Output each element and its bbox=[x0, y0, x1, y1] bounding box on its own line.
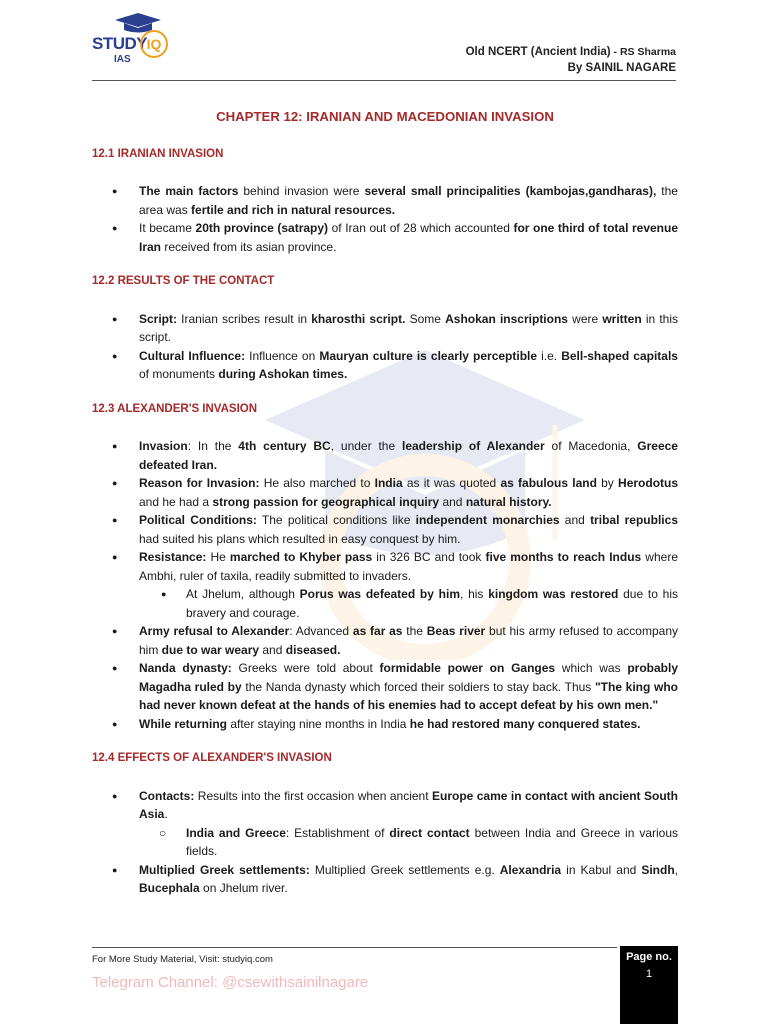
text-run: Greece defeated Iran. bbox=[139, 439, 678, 472]
sections-container bbox=[92, 145, 678, 898]
text-run: Reason for Invasion: bbox=[139, 476, 260, 490]
text-run: Influence on bbox=[245, 348, 320, 363]
text-run: by bbox=[596, 476, 619, 490]
text-run: Porus was defeated by him bbox=[299, 587, 461, 601]
text-run: several small principalities (kambojas,gandharas), bbox=[364, 184, 657, 198]
text-run: on Jhelum river. bbox=[199, 881, 288, 895]
bullet-list bbox=[92, 787, 678, 898]
logo-ias-text: IAS bbox=[114, 54, 131, 65]
list-item bbox=[92, 347, 678, 384]
text-run: leadership of Alexander bbox=[402, 439, 545, 453]
text-run: , bbox=[674, 862, 678, 877]
text-run: fertile and rich in natural resources. bbox=[191, 202, 396, 217]
text-run: : Advanced bbox=[289, 624, 353, 638]
section-heading: 12.4 EFFECTS OF ALEXANDER'S INVASION bbox=[92, 752, 332, 764]
text-run: direct contact bbox=[389, 825, 470, 840]
text-run: He bbox=[206, 550, 230, 564]
text-run: , under the bbox=[330, 439, 402, 453]
text-run: in this script. bbox=[139, 311, 679, 344]
text-run: strong passion for geographical inquiry bbox=[212, 494, 440, 509]
text-run: Beas river bbox=[426, 624, 486, 638]
text-run: but his army refused to accompany him bbox=[139, 624, 678, 657]
text-run: had suited his plans which resulted in easy conquest by him. bbox=[139, 531, 461, 546]
text-run: the area was bbox=[139, 184, 678, 217]
text-run: of Iran out of 28 which accounted bbox=[328, 221, 514, 235]
text-run: The main factors bbox=[139, 184, 239, 198]
text-run: Ashokan inscriptions bbox=[445, 311, 568, 326]
text-run: "The king who had never known defeat at the hands of his enemies had to accept defeat by his own men." bbox=[139, 679, 678, 712]
header-author: By SAINIL NAGARE bbox=[567, 62, 676, 74]
page-label: Page no. bbox=[626, 951, 672, 963]
text-run: Cultural Influence: bbox=[139, 348, 246, 363]
text-run: kharosthi script. bbox=[311, 311, 406, 326]
list-item bbox=[92, 622, 678, 659]
text-run: the Nanda dynasty which forced their soldiers to stay back. Thus bbox=[241, 679, 595, 694]
section-heading: 12.1 IRANIAN INVASION bbox=[92, 147, 224, 160]
text-run: Bell-shaped capitals bbox=[561, 348, 678, 363]
text-run: Alexandria bbox=[499, 862, 562, 877]
text-run: as fabulous land bbox=[500, 476, 597, 490]
text-run: Invasion bbox=[139, 439, 188, 453]
page-number: 1 bbox=[645, 968, 653, 980]
text-run: five months to reach Indus bbox=[485, 550, 642, 564]
sub-list bbox=[139, 824, 678, 861]
text-run: marched to Khyber pass bbox=[229, 550, 373, 564]
text-run: , his bbox=[460, 587, 489, 601]
text-run: as it was quoted bbox=[402, 476, 501, 490]
text-run: Europe came in contact with ancient South Asia bbox=[139, 788, 678, 821]
list-item bbox=[92, 437, 678, 474]
list-item bbox=[92, 715, 678, 734]
text-run: . bbox=[164, 807, 168, 821]
text-run: written bbox=[602, 311, 642, 326]
text-run: after staying nine months in India bbox=[227, 716, 410, 731]
text-run: India bbox=[374, 476, 403, 490]
footer-study-material: For More Study Material, Visit: studyiq.com bbox=[92, 954, 273, 965]
footer-divider bbox=[92, 947, 617, 948]
bullet-list bbox=[92, 182, 678, 256]
page-number-box bbox=[620, 946, 678, 1024]
text-run: 20th province (satrapy) bbox=[195, 221, 329, 235]
text-run: during Ashokan times. bbox=[218, 367, 348, 381]
footer-telegram: Telegram Channel: @csewithsainilnagare bbox=[92, 974, 369, 991]
text-run: Multiplied Greek settlements: bbox=[139, 862, 310, 877]
text-run: behind invasion were bbox=[238, 184, 365, 198]
list-item bbox=[92, 511, 678, 548]
text-run: natural history. bbox=[465, 494, 552, 509]
header-info bbox=[466, 44, 676, 76]
text-run: diseased. bbox=[285, 642, 341, 657]
text-run: and bbox=[439, 494, 466, 509]
page-content bbox=[92, 108, 678, 898]
list-item bbox=[92, 219, 678, 256]
text-run: of monuments bbox=[139, 367, 219, 381]
bullet-list bbox=[92, 310, 678, 384]
text-run: Multiplied Greek settlements e.g. bbox=[309, 862, 500, 877]
text-run: Iranian scribes result in bbox=[177, 311, 312, 326]
sub-list bbox=[139, 585, 678, 622]
text-run: At Jhelum, although bbox=[186, 587, 300, 601]
text-run: Results into the first occasion when ancient bbox=[194, 788, 432, 803]
list-item bbox=[92, 474, 678, 511]
list-item bbox=[92, 787, 678, 861]
text-run: where Ambhi, ruler of taxila, readily submitted to invaders. bbox=[139, 550, 678, 583]
text-run: Sindh bbox=[641, 862, 675, 877]
text-run: Contacts: bbox=[139, 788, 195, 803]
text-run: Herodotus bbox=[618, 476, 679, 490]
text-run: due to his bravery and courage. bbox=[186, 587, 679, 620]
text-run: due to war weary bbox=[161, 642, 260, 657]
text-run: Nanda dynasty: bbox=[139, 661, 232, 675]
text-run: : Establishment of bbox=[285, 825, 390, 840]
text-run: Political Conditions: bbox=[139, 513, 257, 527]
text-run: Army refusal to Alexander bbox=[139, 624, 290, 638]
text-run: and bbox=[259, 642, 286, 657]
text-run: received from its asian province. bbox=[161, 239, 337, 254]
text-run: Bucephala bbox=[139, 881, 200, 895]
header-source-sep: - bbox=[610, 46, 620, 58]
text-run: tribal republics bbox=[590, 513, 678, 527]
text-run: probably Magadha ruled by bbox=[139, 661, 679, 694]
text-run: Greeks were told about bbox=[231, 661, 380, 675]
text-run: kingdom was restored bbox=[488, 587, 619, 601]
chapter-title: CHAPTER 12: IRANIAN AND MACEDONIAN INVASION bbox=[216, 109, 554, 124]
text-run: were bbox=[567, 311, 603, 326]
text-run: The political conditions like bbox=[256, 513, 416, 527]
list-item bbox=[92, 861, 678, 898]
header-source-title: Old NCERT (Ancient India) bbox=[465, 46, 611, 58]
header-source-author: RS Sharma bbox=[619, 46, 676, 58]
text-run: which was bbox=[555, 661, 628, 675]
text-run: he had restored many conquered states. bbox=[409, 716, 641, 731]
list-item bbox=[92, 310, 678, 347]
text-run: between India and Greece in various fields. bbox=[186, 825, 679, 858]
header-source bbox=[466, 44, 676, 60]
list-item bbox=[92, 548, 678, 622]
list-item bbox=[92, 182, 678, 219]
section-heading: 12.3 ALEXANDER'S INVASION bbox=[92, 402, 258, 415]
text-run: i.e. bbox=[537, 348, 562, 363]
text-run: It became bbox=[139, 221, 196, 235]
bullet-list bbox=[92, 437, 678, 733]
text-run: : In the bbox=[187, 439, 239, 453]
text-run: independent monarchies bbox=[415, 513, 560, 527]
sub-list-item bbox=[139, 585, 678, 622]
section-heading: 12.2 RESULTS OF THE CONTACT bbox=[92, 275, 275, 287]
text-run: Some bbox=[405, 311, 446, 326]
sub-list-item bbox=[139, 824, 678, 861]
text-run: the bbox=[402, 624, 427, 638]
header-divider bbox=[92, 80, 676, 81]
text-run: Resistance: bbox=[139, 550, 207, 564]
logo-study-text: STUDY bbox=[92, 34, 148, 53]
text-run: and bbox=[559, 513, 591, 527]
text-run: 4th century BC bbox=[238, 439, 331, 453]
text-run: for one third of total revenue Iran bbox=[139, 221, 679, 254]
logo-iq-text: IQ bbox=[140, 30, 168, 58]
text-run: in 326 BC and took bbox=[372, 550, 486, 564]
list-item bbox=[92, 659, 678, 715]
text-run: formidable power on Ganges bbox=[379, 661, 556, 675]
text-run: in Kabul and bbox=[561, 862, 642, 877]
text-run: as far as bbox=[352, 624, 403, 638]
text-run: of Macedonia, bbox=[544, 439, 638, 453]
text-run: Script: bbox=[139, 311, 178, 326]
text-run: India and Greece bbox=[186, 825, 286, 840]
text-run: He also marched to bbox=[259, 476, 375, 490]
text-run: and he had a bbox=[139, 494, 213, 509]
text-run: Mauryan culture is clearly perceptible bbox=[319, 348, 538, 363]
text-run: While returning bbox=[139, 716, 227, 731]
studyiq-logo bbox=[92, 12, 172, 74]
